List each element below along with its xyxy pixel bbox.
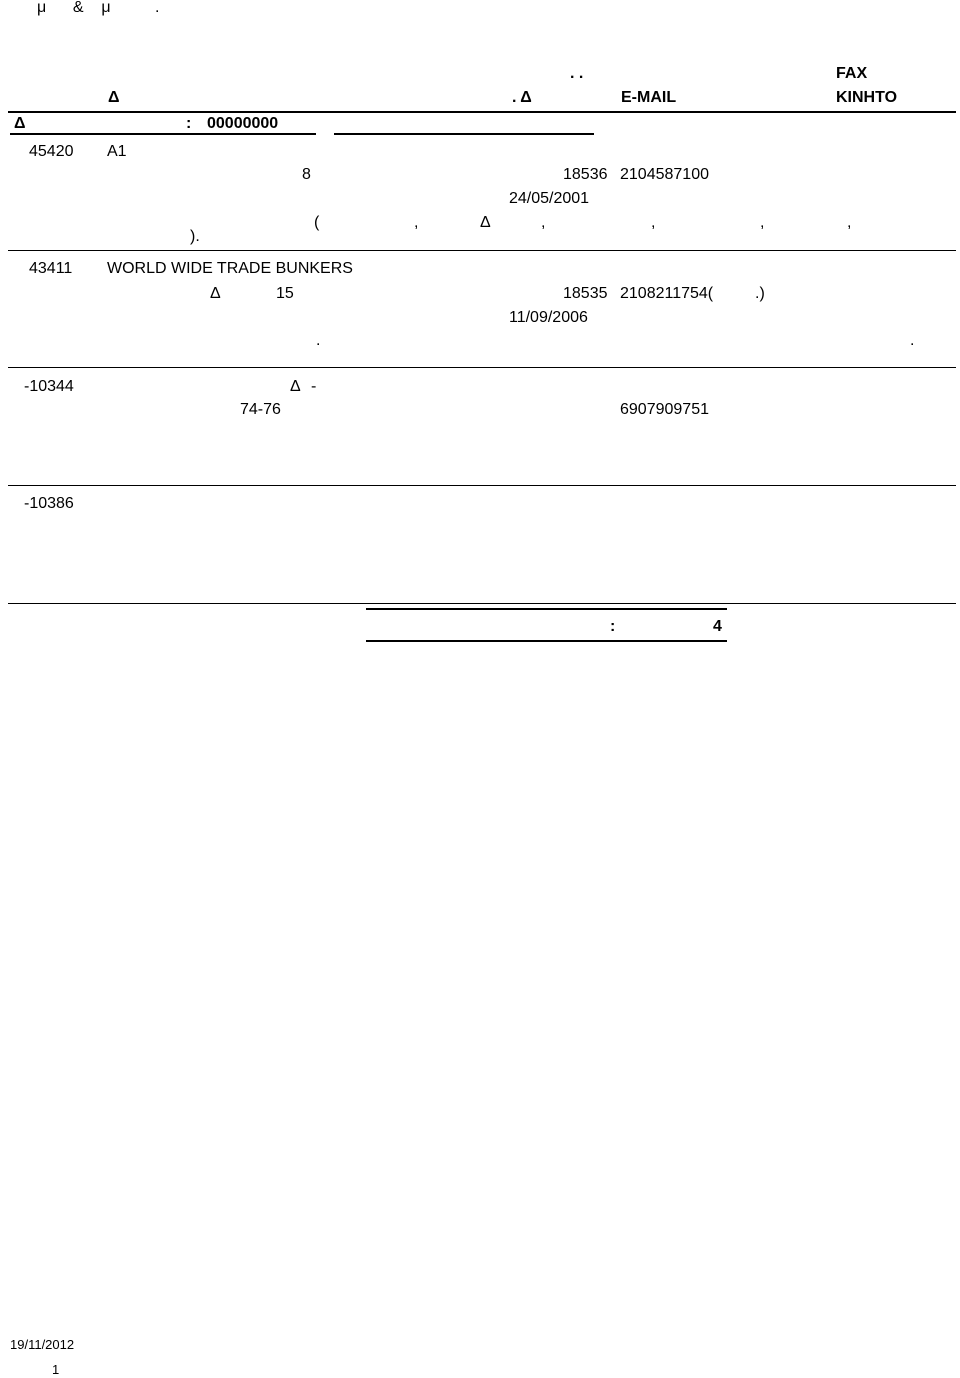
report-title: μ & μ . bbox=[37, 0, 160, 16]
record-1-name: A1 bbox=[107, 143, 127, 160]
record-2-dot-right: . bbox=[910, 332, 915, 349]
record-1-street-no: 8 bbox=[302, 166, 311, 183]
record-2-id: 43411 bbox=[29, 260, 73, 277]
header-col-kinito: ΚΙΝΗΤΟ bbox=[836, 89, 898, 106]
section-underline-left bbox=[10, 133, 316, 135]
header-col-dots: . . bbox=[570, 65, 584, 82]
record-2-divider bbox=[8, 367, 956, 368]
section-label: : bbox=[186, 115, 192, 132]
record-1-activity-delta: Δ bbox=[480, 214, 491, 231]
record-1-date: 24/05/2001 bbox=[509, 190, 590, 207]
record-1-activity-comma-3: , bbox=[651, 214, 656, 231]
record-1-phone: 2104587100 bbox=[620, 166, 709, 183]
record-3-mobile: 6907909751 bbox=[620, 401, 709, 418]
record-2-dot-left: . bbox=[316, 332, 321, 349]
total-label: : bbox=[610, 618, 616, 635]
header-col-dot-delta: . Δ bbox=[512, 89, 532, 106]
record-3-street-no: 74-76 bbox=[240, 401, 281, 418]
record-2-delta: Δ bbox=[210, 285, 221, 302]
header-divider bbox=[8, 111, 956, 113]
record-1-activity-close: ). bbox=[190, 228, 200, 245]
record-1-id: 45420 bbox=[29, 143, 74, 160]
section-underline-right bbox=[334, 133, 594, 135]
record-3-delta: Δ bbox=[290, 378, 301, 395]
record-2-postcode: 18535 bbox=[563, 285, 608, 302]
record-3-dash: - bbox=[311, 378, 317, 395]
record-2-street-no: 15 bbox=[276, 285, 294, 302]
record-2-name: WORLD WIDE TRADE BUNKERS bbox=[107, 260, 353, 277]
record-3-id: -10344 bbox=[24, 378, 74, 395]
header-col-fax: FAX bbox=[836, 65, 868, 82]
footer-date: 19/11/2012 bbox=[10, 1337, 75, 1352]
record-2-date: 11/09/2006 bbox=[509, 309, 588, 326]
record-1-activity-comma-2: , bbox=[541, 214, 546, 231]
section-code: 00000000 bbox=[207, 115, 279, 132]
record-2-phone-suffix: .) bbox=[755, 285, 765, 302]
total-top-rule bbox=[366, 608, 727, 610]
record-4-divider bbox=[8, 603, 956, 604]
record-4-id: -10386 bbox=[24, 495, 74, 512]
total-value: 4 bbox=[713, 618, 722, 635]
record-1-activity-open: ( bbox=[314, 214, 320, 231]
record-3-divider bbox=[8, 485, 956, 486]
record-1-divider bbox=[8, 250, 956, 251]
section-delta: Δ bbox=[14, 115, 26, 132]
total-bottom-rule bbox=[366, 640, 727, 642]
record-1-postcode: 18536 bbox=[563, 166, 608, 183]
record-1-activity-comma-4: , bbox=[760, 214, 765, 231]
record-1-activity-comma-5: , bbox=[847, 214, 852, 231]
record-1-activity-comma-1: , bbox=[414, 214, 419, 231]
header-col-email: E-MAIL bbox=[621, 89, 677, 106]
header-col-delta: Δ bbox=[108, 89, 120, 106]
record-2-phone: 2108211754( bbox=[620, 285, 714, 302]
footer-page-number: 1 bbox=[52, 1362, 60, 1377]
